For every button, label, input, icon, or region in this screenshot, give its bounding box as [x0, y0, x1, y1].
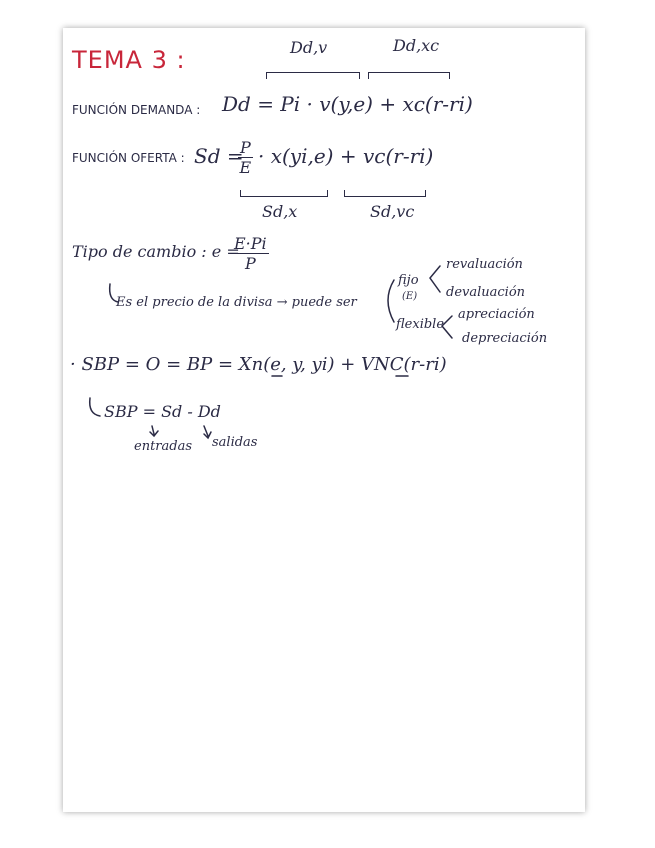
- flexible-option-1: apreciación: [458, 307, 535, 322]
- demand-brace-left-label: Dd,v: [290, 38, 328, 57]
- sbp-entradas: entradas: [134, 439, 192, 454]
- arrow-salidas: [204, 426, 211, 438]
- supply-frac-num: P: [240, 138, 251, 157]
- exchange-fijo-sub: (E): [402, 291, 418, 302]
- sbp-equation: · SBP = O = BP = Xn(e, y, yi) + VNC(r-ri): [70, 354, 447, 375]
- exchange-frac-den: P: [244, 254, 256, 273]
- bracket-flexible-options: [442, 316, 452, 338]
- bracket-fijo-options: [430, 266, 440, 292]
- flexible-option-2: depreciación: [462, 331, 548, 346]
- exchange-label: Tipo de cambio : e =: [72, 242, 240, 261]
- exchange-note: Es el precio de la divisa → puede ser: [116, 295, 357, 310]
- supply-brace-right-label: Sd,vc: [370, 202, 415, 221]
- supply-lhs: Sd =: [194, 144, 244, 168]
- fijo-option-1: revaluación: [446, 257, 523, 272]
- supply-formula-rest: · x(yi,e) + vc(r-ri): [258, 144, 434, 168]
- demand-label: FUNCIÓN DEMANDA :: [72, 103, 201, 117]
- exchange-flexible: flexible: [396, 317, 445, 332]
- demand-brace-right-label: Dd,xc: [393, 36, 440, 55]
- arrow-entradas: [150, 426, 158, 436]
- hook-arrow-sbp: [90, 398, 100, 416]
- hook-arrow-note: [110, 284, 118, 302]
- supply-brace-left-label: Sd,x: [262, 202, 298, 221]
- fijo-option-2: devaluación: [446, 285, 526, 300]
- supply-frac-den: E: [239, 158, 252, 177]
- sbp-sub-equation: SBP = Sd - Dd: [104, 402, 221, 421]
- exchange-fijo: fijo: [398, 273, 419, 288]
- exchange-frac-num: E·Pi: [234, 234, 267, 253]
- supply-label: FUNCIÓN OFERTA :: [72, 151, 185, 165]
- page-title: TEMA 3 :: [72, 46, 186, 74]
- demand-formula: Dd = Pi · v(y,e) + xc(r-ri): [222, 92, 473, 116]
- bracket-fijo-flexible: [388, 280, 394, 322]
- sbp-salidas: salidas: [212, 435, 258, 450]
